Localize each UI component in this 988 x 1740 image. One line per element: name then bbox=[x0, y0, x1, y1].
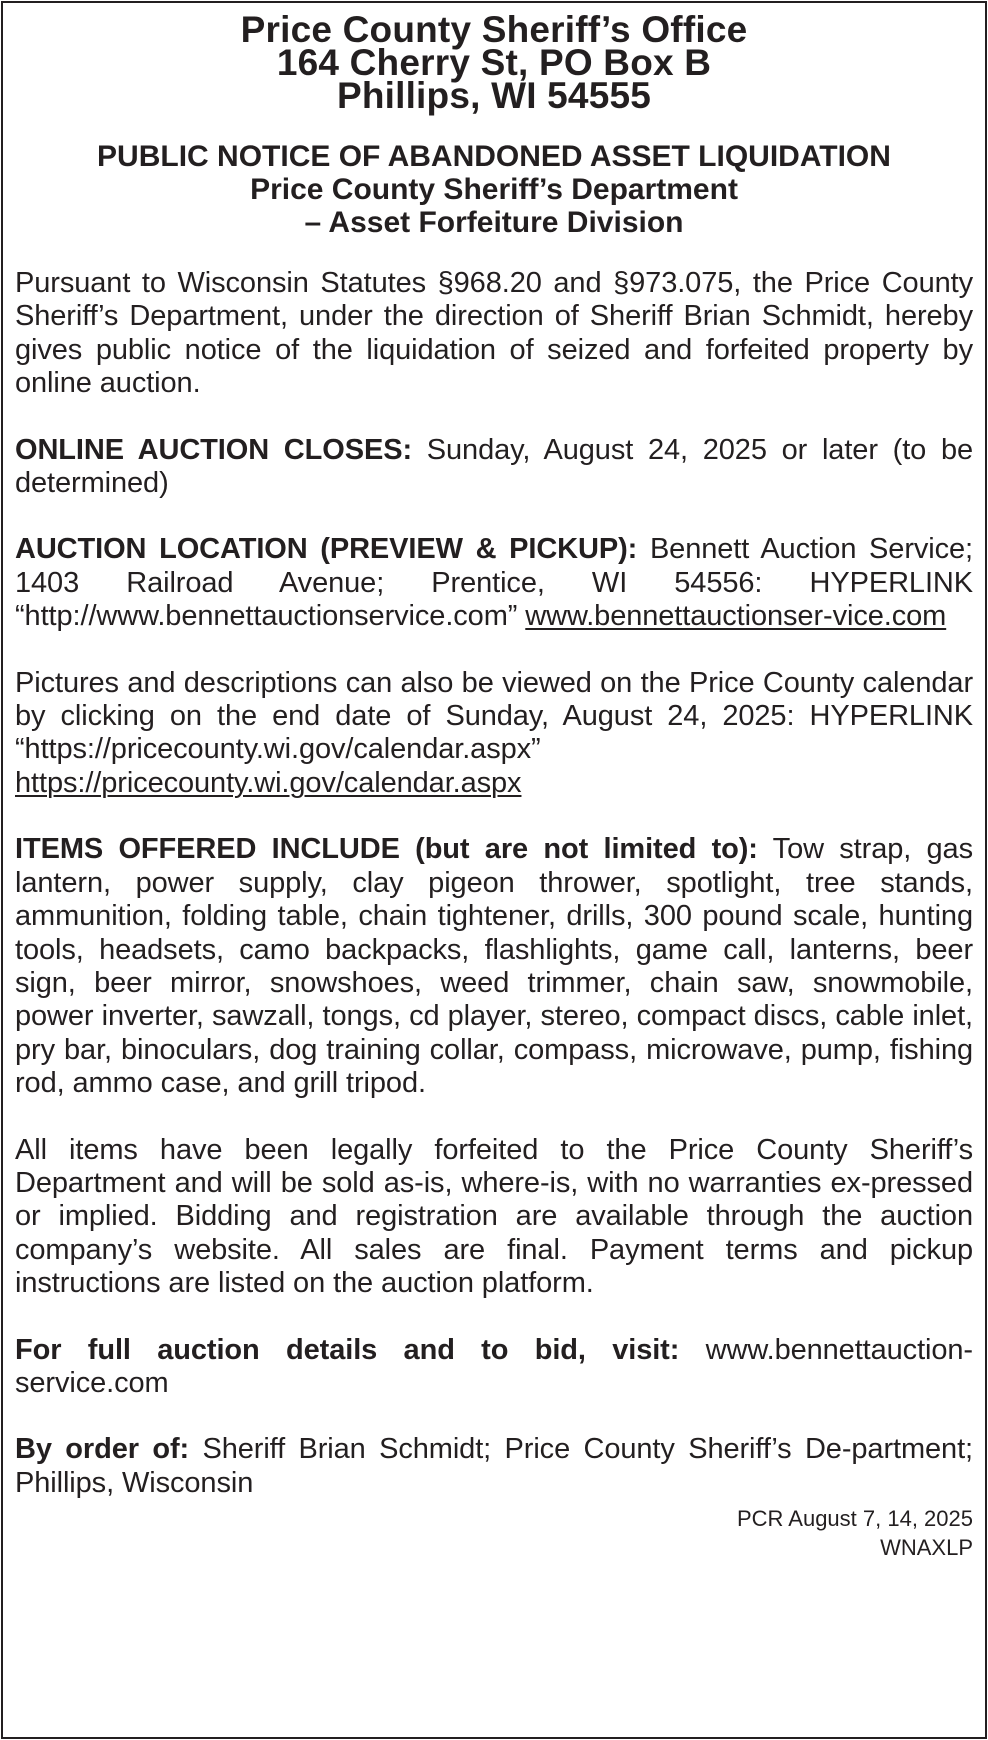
publication-code: WNAXLP bbox=[880, 1535, 973, 1561]
calendar-link[interactable]: https://pricecounty.wi.gov/calendar.aspx bbox=[15, 766, 522, 799]
pictures-paragraph bbox=[15, 667, 973, 801]
order-label: By order of: bbox=[15, 1433, 190, 1466]
closes-paragraph bbox=[15, 434, 973, 501]
items-text: Tow strap, gas lantern, power supply, clay pigeon thrower, spotlight, tree stands, ammunition, folding table, chain tightener, drills, 300 pound scale, hunting tools, headsets, camo backpacks, flashlights, game call, lanterns, beer sign, beer mirror, snowshoes, weed trimmer, chain saw, snowmobile, power inverter, sawzall, tongs, cd player, stereo, compact discs, cable inlet, pry bar, binoculars, dog training collar, compass, microwave, pump, fishing rod, ammo case, and grill tripod. bbox=[15, 833, 973, 1100]
location-label: AUCTION LOCATION (PREVIEW & PICKUP): bbox=[15, 533, 638, 566]
terms-paragraph: All items have been legally forfeited to the Price County Sheriff’s Department and will be sold as-is, where-is, with no warranties ex-pressed or implied. Bidding and registration are available through the auction company’s website. All sales are final. Payment terms and pickup instructions are listed on the auction platform. bbox=[15, 1133, 973, 1300]
location-paragraph bbox=[15, 533, 973, 633]
items-paragraph bbox=[15, 833, 973, 1100]
notice-border bbox=[1, 1, 987, 1739]
publication-dates: PCR August 7, 14, 2025 bbox=[736, 1506, 973, 1532]
details-label: For full auction details and to bid, visit: bbox=[15, 1333, 680, 1366]
notice-title-line1: PUBLIC NOTICE OF ABANDONED ASSET LIQUIDATION bbox=[97, 140, 891, 173]
bennett-link[interactable]: www.bennettauctionser-vice.com bbox=[525, 600, 947, 633]
office-street: 164 Cherry St, PO Box B bbox=[276, 42, 712, 83]
notice-title bbox=[3, 140, 985, 239]
office-city: Phillips, WI 54555 bbox=[336, 75, 652, 116]
notice-title-line3: – Asset Forfeiture Division bbox=[304, 206, 684, 239]
office-name: Price County Sheriff’s Office bbox=[240, 9, 748, 50]
order-text: Sheriff Brian Schmidt; Price County Sheriff’s De-partment; Phillips, Wisconsin bbox=[15, 1433, 973, 1499]
items-label: ITEMS OFFERED INCLUDE (but are not limited to): bbox=[15, 833, 758, 866]
details-text: www.bennettauction-service.com bbox=[15, 1333, 973, 1399]
publication-footer bbox=[3, 1504, 985, 1562]
location-text: Bennett Auction Service; 1403 Railroad Avenue; Prentice, WI 54556: HYPERLINK “http://www.bennettauctionservice.com” bbox=[15, 533, 974, 633]
intro-paragraph: Pursuant to Wisconsin Statutes §968.20 and §973.075, the Price County Sheriff’s Department, under the direction of Sheriff Brian Schmidt, hereby gives public notice of the liquidation of seized and forfeited property by online auction. bbox=[15, 267, 973, 400]
details-paragraph bbox=[15, 1334, 973, 1401]
pictures-text: Pictures and descriptions can also be viewed on the Price County calendar by clicking on the end date of Sunday, August 24, 2025: HYPERLINK “https://pricecounty.wi.gov/calendar.aspx” bbox=[15, 666, 973, 766]
order-paragraph bbox=[15, 1433, 973, 1500]
closes-text: Sunday, August 24, 2025 or later (to be determined) bbox=[15, 433, 973, 500]
office-header bbox=[3, 9, 985, 116]
notice-title-line2: Price County Sheriff’s Department bbox=[250, 173, 738, 206]
notice-body bbox=[3, 267, 985, 1500]
closes-label: ONLINE AUCTION CLOSES: bbox=[15, 433, 413, 466]
